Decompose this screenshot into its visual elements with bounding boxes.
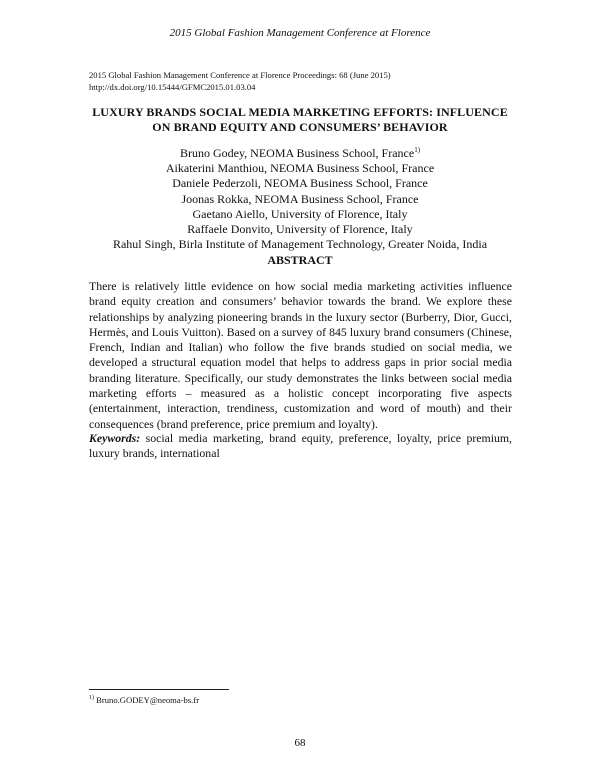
author-list	[60, 146, 540, 252]
author-affiliation: Gaetano Aiello, University of Florence, Italy	[192, 206, 408, 221]
abstract-line: branding literature. Specifically, our study demonstrates the links between social media	[89, 370, 512, 385]
abstract-line: French, Indian and Italian) who follow the five brands studied on social media, we	[89, 340, 512, 355]
author-item	[60, 237, 540, 252]
keywords-section	[89, 431, 512, 462]
abstract-line: developed a structural equation model that helps to address gaps in prior social media	[89, 355, 512, 370]
author-item	[60, 176, 540, 191]
author-affiliation: Daniele Pederzoli, NEOMA Business School, France	[172, 176, 428, 191]
footnote	[89, 695, 199, 705]
author-affiliation: Raffaele Donvito, University of Florence, Italy	[187, 222, 413, 237]
abstract-line: marketing efforts – measured as a holistic concept incorporating five aspects	[89, 386, 512, 401]
author-item	[60, 207, 540, 222]
abstract-line: consequences (brand preference, price premium and loyalty).	[89, 416, 378, 431]
footnote-mark: 1)	[89, 695, 94, 702]
abstract-line: (entertainment, interaction, trendiness, customization and word of mouth) and their	[89, 401, 512, 416]
proceedings-citation: 2015 Global Fashion Management Conference at Florence Proceedings: 68 (June 2015)	[89, 70, 391, 80]
proceedings-info	[89, 69, 391, 93]
page-number: 68	[294, 737, 306, 749]
keywords-label: Keywords:	[89, 431, 141, 445]
abstract-body	[89, 279, 512, 432]
keywords-line-1	[89, 431, 512, 446]
abstract-heading: ABSTRACT	[267, 253, 333, 267]
abstract-line: relationships by analyzing pioneering brands in the luxury sector (Burberry, Dior, Gucci,	[89, 309, 512, 324]
abstract-line: brand equity creation and consumers’ behavior towards the brand. We explore these	[89, 294, 512, 309]
footnote-marker: 1)	[414, 146, 421, 154]
abstract-line: There is relatively little evidence on how social media marketing activities influence	[89, 279, 512, 293]
author-affiliation: Bruno Godey, NEOMA Business School, France	[179, 146, 415, 160]
paper-title	[80, 105, 520, 135]
author-item	[60, 146, 540, 161]
title-line-1: LUXURY BRANDS SOCIAL MEDIA MARKETING EFFORTS: INFLUENCE	[92, 105, 508, 119]
doi-link[interactable]: http://dx.doi.org/10.15444/GFMC2015.01.03.04	[89, 82, 256, 92]
author-affiliation: Rahul Singh, Birla Institute of Management Technology, Greater Noida, India	[112, 237, 488, 252]
footnote-email[interactable]: Bruno.GODEY@neoma-bs.fr	[94, 695, 200, 705]
keywords-list: social media marketing, brand equity, preference, loyalty, price premium,	[140, 431, 512, 445]
keywords-line-2: luxury brands, international	[89, 446, 220, 461]
footnote-divider	[89, 689, 229, 690]
running-header: 2015 Global Fashion Management Conference at Florence	[169, 27, 431, 39]
author-affiliation: Aikaterini Manthiou, NEOMA Business School, France	[165, 161, 435, 176]
author-item	[60, 192, 540, 207]
abstract-line: Hermès, and Louis Vuitton). Based on a survey of 845 luxury brand consumers (Chinese,	[89, 324, 512, 339]
author-affiliation: Joonas Rokka, NEOMA Business School, France	[181, 191, 419, 206]
title-line-2: ON BRAND EQUITY AND CONSUMERS’ BEHAVIOR	[152, 120, 448, 134]
author-item	[60, 161, 540, 176]
author-item	[60, 222, 540, 237]
